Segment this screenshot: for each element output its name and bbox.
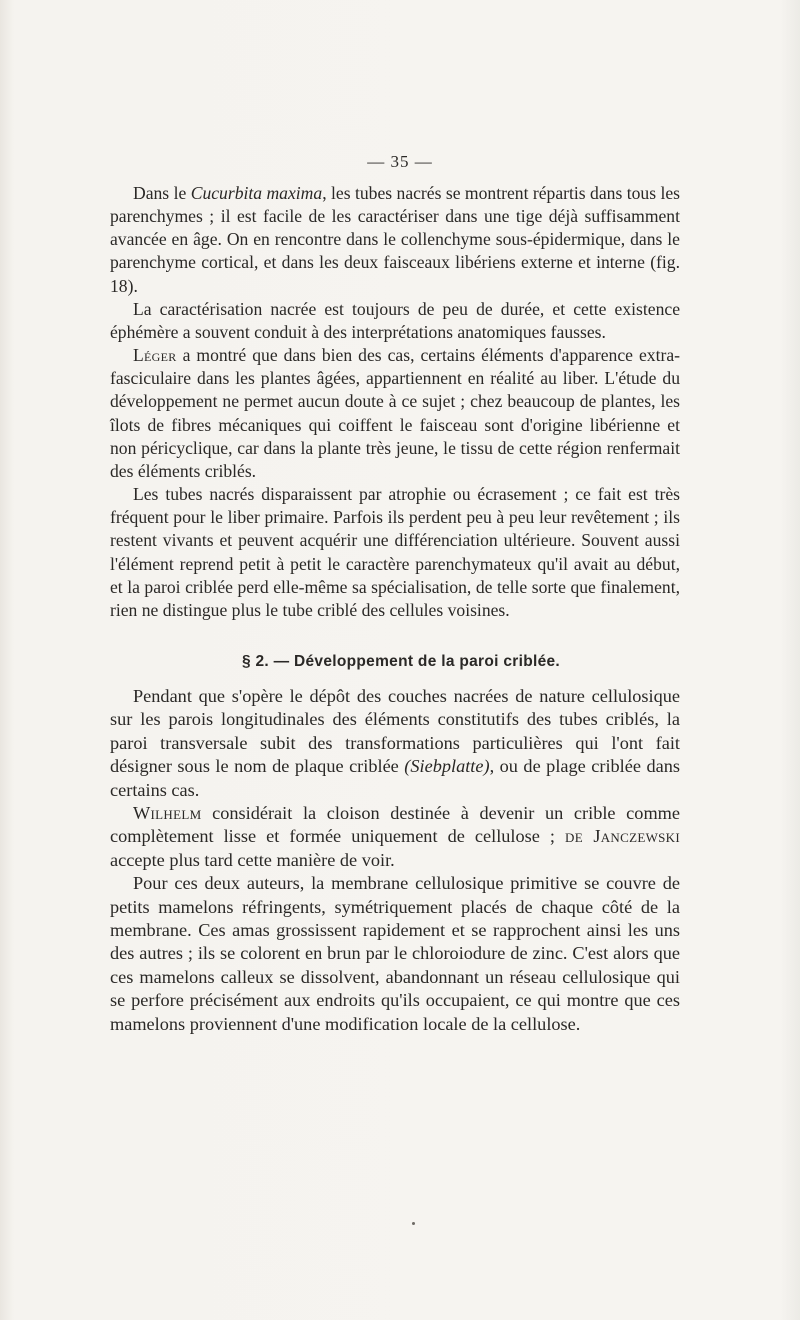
paragraph: Dans le Cucurbita maxima, les tubes nacrés se montrent répartis dans tous les parenchymes ; il est facile de les caractériser dans une tige déjà suffisamment avancée en âge. On en rencontre dans le collenchyme sous-épidermique, dans le parenchyme cortical, et dans les deux faisceaux libériens externe et interne (fig. 18).	[110, 183, 680, 296]
paragraph: Pour ces deux auteurs, la membrane cellulosique primitive se couvre de petits mamelons réfringents, symétriquement placés de chaque côté de la membrane. Ces amas grossissent rapidement et se rapprochent ainsi les uns des autres ; ils se colorent en brun par le chloroiodure de zinc. C'est alors que ces mamelons calleux se dissolvent, abandonnant un réseau cellulosique qui se perfore précisément aux endroits qu'ils occupaient, ce qui montre que ces mamelons proviennent d'une modification locale de la cellulose.	[110, 873, 680, 1034]
taxon-name: Cucurbita maxima	[190, 183, 323, 203]
author-name: de Janczewski	[565, 826, 680, 847]
paragraph: La caractérisation nacrée est toujours de peu de durée, et cette existence éphémère a souvent conduit à des interprétations anatomiques fausses.	[110, 298, 680, 342]
paragraphs-before-section	[110, 182, 680, 622]
paragraph: Léger a montré que dans bien des cas, certains éléments d'apparence extra-fasciculaire dans les plantes âgées, appartiennent en réalité au liber. L'étude du développement ne permet aucun doute à ce sujet ; chez beaucoup de plantes, les îlots de fibres mécaniques qui coiffent le faisceau sont d'origine libérienne et non péricyclique, car dans la plante très jeune, le tissu de cette région renfermait des éléments criblés.	[110, 345, 680, 481]
page-number: — 35 —	[367, 152, 433, 171]
paragraph: Les tubes nacrés disparaissent par atrophie ou écrasement ; ce fait est très fréquent pour le liber primaire. Parfois ils perdent peu à peu leur revêtement ; ils restent vivants et peuvent acquérir une différenciation ultérieure. Souvent aussi l'élément reprend petit à petit le caractère parenchymateux qu'il avait au début, et la paroi criblée perd elle-même sa spécialisation, de telle sorte que finalement, rien ne distingue plus le tube criblé des cellules voisines.	[110, 484, 680, 620]
paragraphs-after-section	[110, 685, 680, 1036]
author-name: Wilhelm	[133, 803, 202, 823]
author-name: Léger	[133, 345, 177, 366]
paper-speck	[412, 1222, 415, 1225]
paragraph: Pendant que s'opère le dépôt des couches nacrées de nature cellulosique sur les parois longitudinales des éléments constitutifs des tubes criblés, la paroi transversale subit des transformations particulières qui l'ont fait désigner sous le nom de plaque criblée (Siebplatte), ou de plage criblée dans certains cas.	[110, 685, 680, 800]
german-term: (Siebplatte)	[404, 756, 490, 777]
text-block	[110, 182, 680, 1036]
paragraph: Wilhelm considérait la cloison destinée à devenir un crible comme complètement lisse et formée uniquement de cellulose ; de Janczewski accepte plus tard cette manière de voir.	[110, 803, 680, 870]
section-heading: § 2. — Développement de la paroi criblée.	[241, 652, 561, 670]
